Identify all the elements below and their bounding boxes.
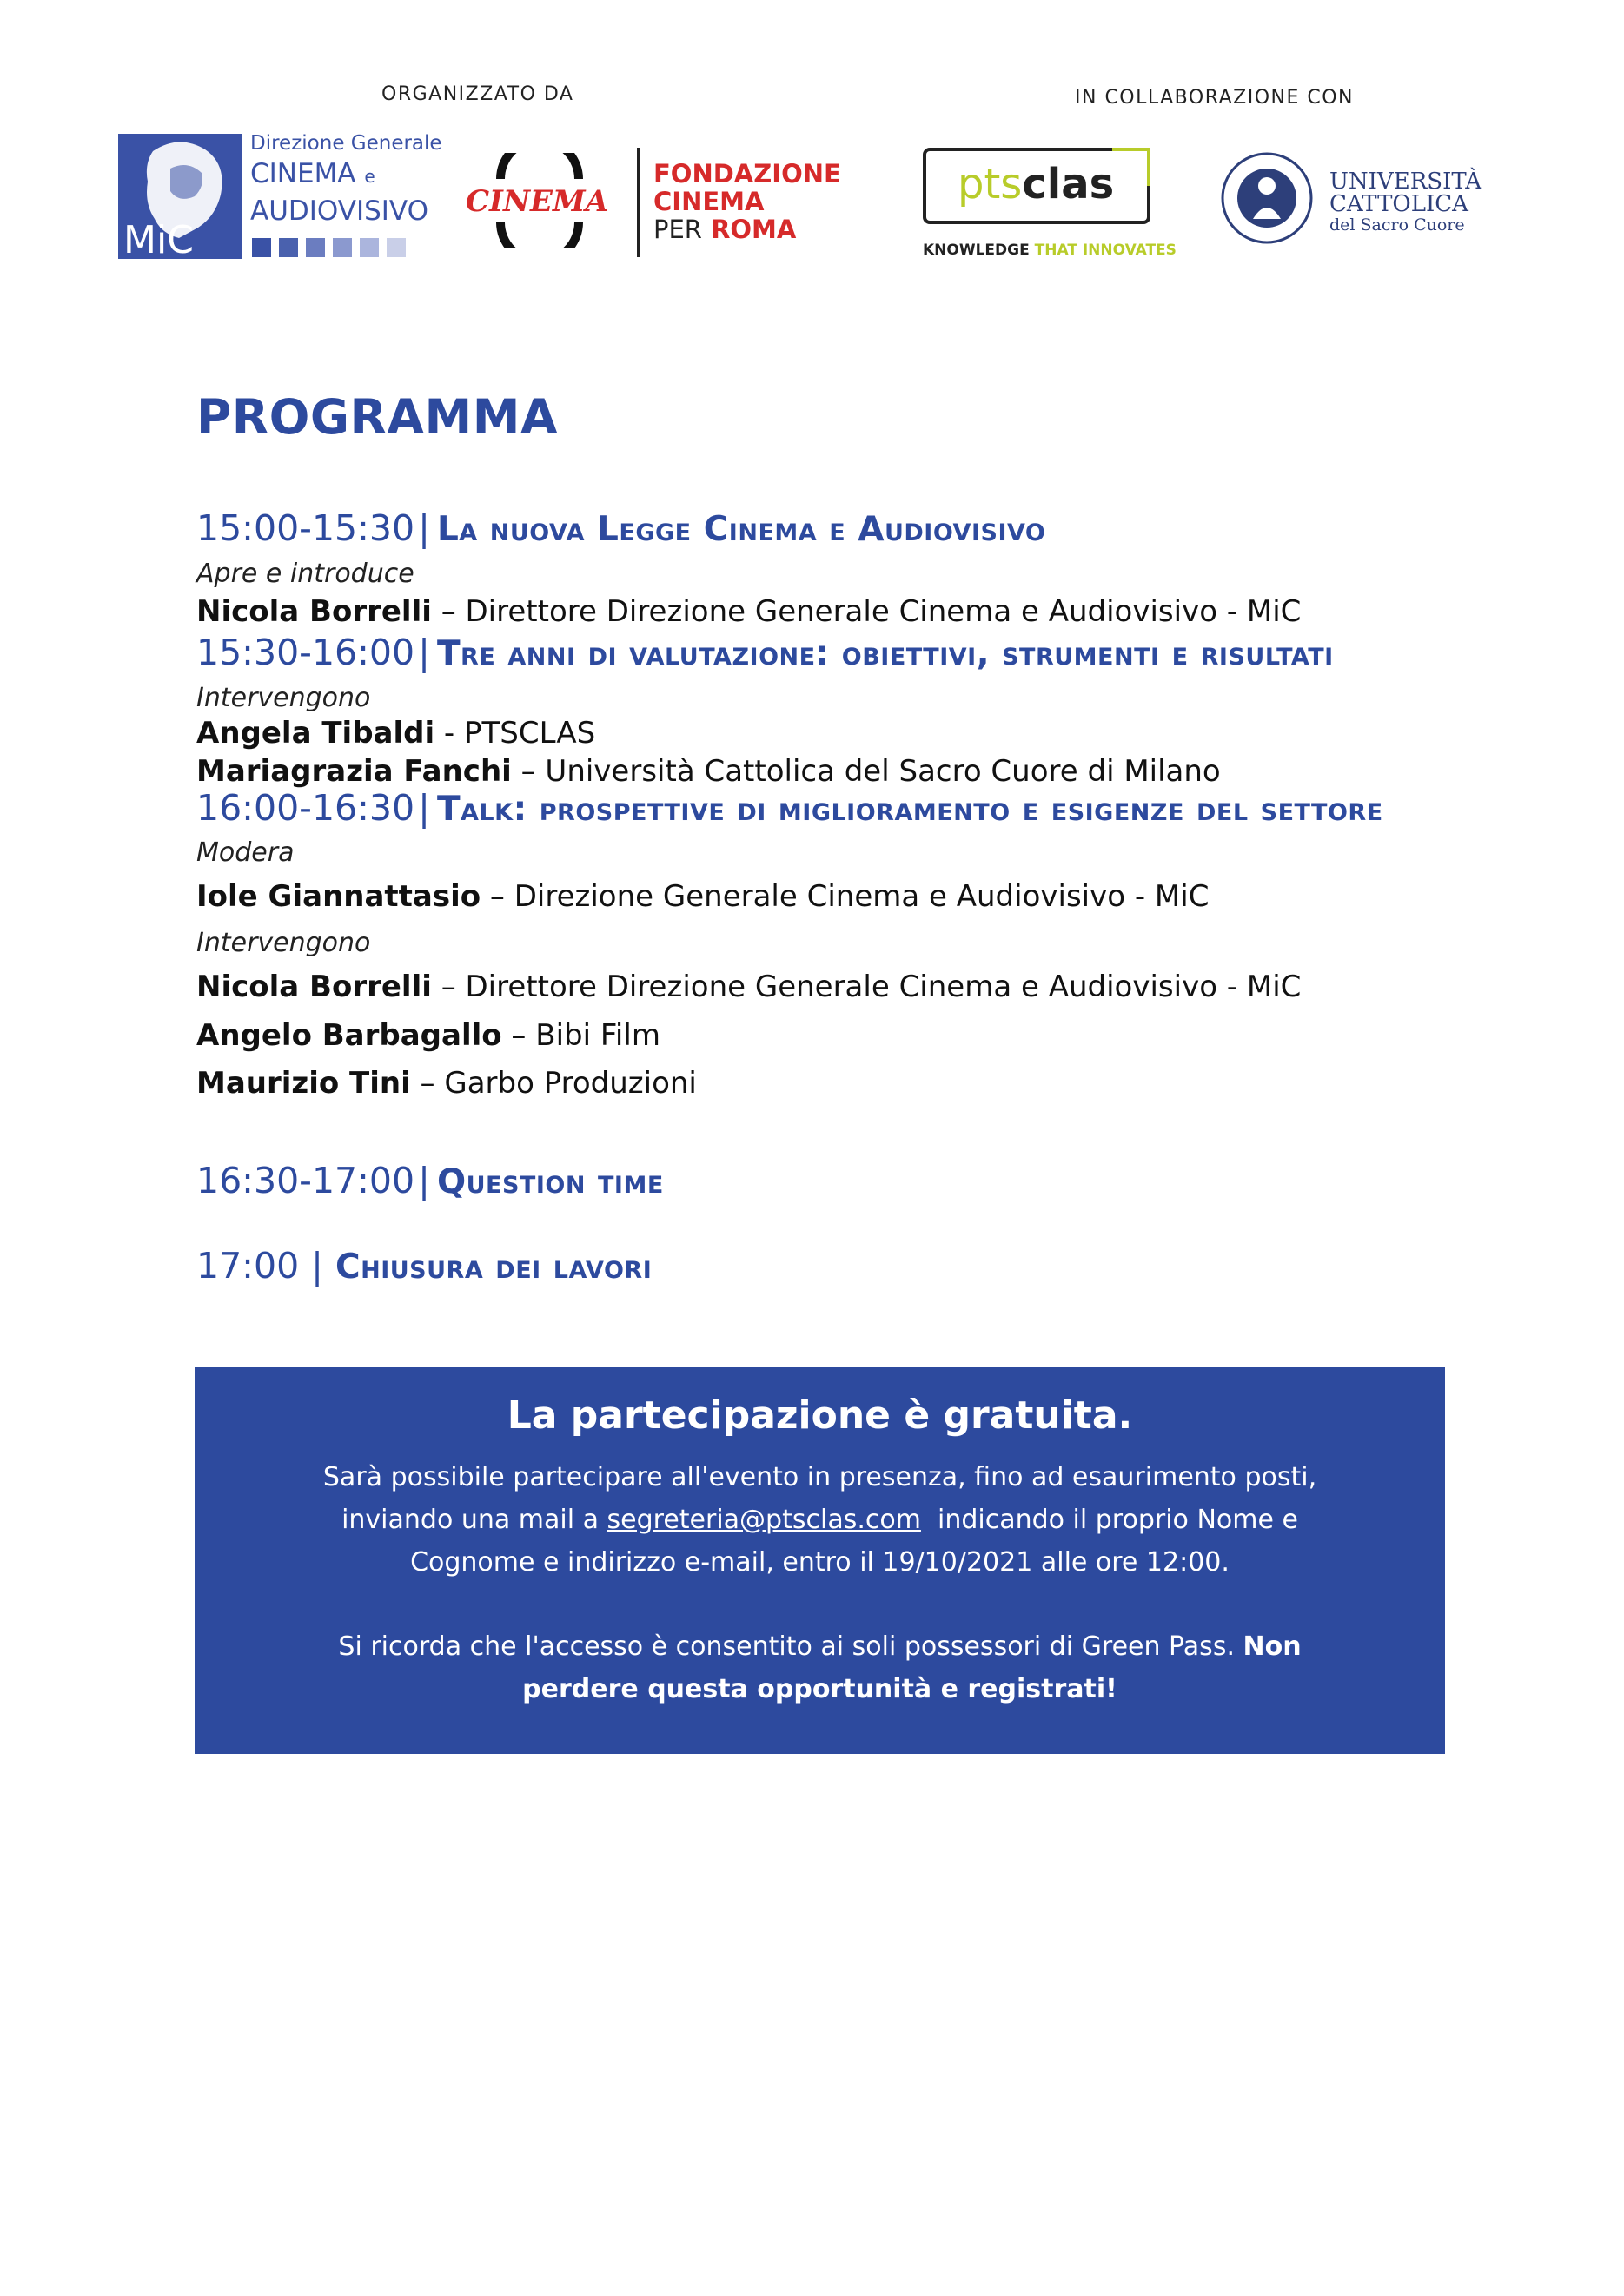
speaker-affiliation: – Garbo Produzioni (410, 1066, 697, 1101)
speaker-affiliation: - PTSCLAS (434, 716, 596, 751)
ptsclas-corner (1112, 148, 1150, 186)
speaker-row (196, 879, 1209, 914)
ptsclas-clas: clas (1022, 160, 1115, 208)
mic-logo (118, 134, 242, 262)
speaker-name: Mariagrazia Fanchi (196, 754, 512, 789)
role-intervengono: Intervengono (196, 928, 371, 958)
speaker-row (196, 594, 1301, 629)
session-time: 15:30-16:00 (196, 632, 415, 673)
info-line3: Cognome e indirizzo e-mail, entro il 19/10/2021 alle ore 12:00. (410, 1547, 1230, 1578)
ptsclas-tagline (923, 242, 1177, 259)
fondazione-text (653, 160, 841, 243)
speaker-name: Angelo Barbagallo (196, 1018, 502, 1053)
fondazione-line1: FONDAZIONE (653, 159, 841, 189)
cattolica-line1: UNIVERSITÀ (1329, 169, 1482, 195)
collaboration-label: IN COLLABORAZIONE CON (1075, 87, 1355, 109)
session-time: 17:00 (196, 1245, 300, 1287)
ptsclas-tagline-a: KNOWLEDGE (923, 242, 1030, 259)
session-separator: | (418, 1160, 430, 1201)
cattolica-seal (1220, 151, 1314, 245)
fondazione-cinema-logo (466, 153, 622, 248)
mic-line3: AUDIOVISIVO (250, 195, 428, 227)
mic-line2 (250, 156, 442, 194)
session-separator: | (311, 1245, 323, 1287)
info-line1: Sarà possibile partecipare all'evento in presenza, fino ad esaurimento posti, (322, 1462, 1317, 1492)
info-line4a: Si ricorda che l'accesso è consentito ai soli possessori di Green Pass. (338, 1631, 1243, 1662)
info-line2a: inviando una mail a (341, 1505, 607, 1535)
mic-line2-cinema: CINEMA (250, 158, 356, 189)
speaker-name: Iole Giannattasio (196, 879, 481, 914)
mic-line1: Direzione Generale (250, 132, 442, 155)
fondazione-roma: ROMA (711, 215, 797, 244)
ptsclas-logo (923, 148, 1150, 224)
session-3 (196, 787, 1383, 829)
info-line5: perdere questa opportunità e registrati! (522, 1674, 1117, 1704)
info-line2 (195, 1499, 1445, 1541)
registration-info-box (195, 1367, 1445, 1754)
speaker-name: Nicola Borrelli (196, 969, 432, 1004)
mic-text-block (250, 130, 442, 228)
session-time: 16:30-17:00 (196, 1160, 415, 1201)
speaker-name: Angela Tibaldi (196, 716, 435, 751)
session-time: 15:00-15:30 (196, 507, 415, 549)
fondazione-line3 (653, 215, 841, 243)
mic-squares (252, 238, 426, 259)
speaker-affiliation: – Università Cattolica del Sacro Cuore di Milano (511, 754, 1221, 789)
mic-line2-e: e (364, 166, 375, 187)
program-title: PROGRAMMA (196, 389, 559, 445)
fondazione-per: PER (653, 215, 702, 244)
session-1 (196, 507, 1045, 549)
fondazione-divider (637, 148, 640, 257)
email-link[interactable]: segreteria@ptsclas.com (607, 1505, 921, 1535)
speaker-row (196, 754, 1221, 789)
session-4 (196, 1160, 664, 1201)
session-5 (196, 1245, 652, 1287)
info-line4 (195, 1625, 1445, 1668)
session-time: 16:00-16:30 (196, 787, 415, 829)
info-line2b: indicando il proprio Nome e (920, 1505, 1298, 1535)
cattolica-text (1329, 170, 1481, 235)
role-apre: Apre e introduce (196, 559, 414, 589)
info-line4b: Non (1243, 1631, 1302, 1662)
speaker-affiliation: – Direzione Generale Cinema e Audiovisivo - MiC (481, 879, 1210, 914)
ptsclas-tagline-b: THAT INNOVATES (1034, 242, 1177, 259)
speaker-row (196, 716, 595, 751)
session-separator: | (418, 507, 430, 549)
cinema-script: CINEMA (466, 184, 608, 219)
mic-badge: MiC (123, 218, 194, 262)
speaker-affiliation: – Bibi Film (501, 1018, 660, 1053)
role-modera: Modera (196, 837, 295, 868)
speaker-row (196, 1066, 697, 1101)
session-title: Tre anni di valutazione: obiettivi, strumenti e risultati (436, 634, 1334, 673)
cattolica-seal-icon (1220, 151, 1314, 245)
session-separator: | (418, 632, 430, 673)
cattolica-line2: CATTOLICA (1329, 191, 1468, 217)
speaker-affiliation: – Direttore Direzione Generale Cinema e Audiovisivo - MiC (431, 969, 1302, 1004)
speaker-name: Nicola Borrelli (196, 594, 432, 629)
speaker-name: Maurizio Tini (196, 1066, 411, 1101)
speaker-affiliation: – Direttore Direzione Generale Cinema e Audiovisivo - MiC (431, 594, 1302, 629)
session-title: Question time (436, 1162, 664, 1201)
info-heading: La partecipazione è gratuita. (507, 1393, 1133, 1438)
session-separator: | (418, 787, 430, 829)
cattolica-line3: del Sacro Cuore (1329, 215, 1465, 235)
fondazione-line2: CINEMA (653, 187, 765, 216)
session-title: Talk: prospettive di miglioramento e esigenze del settore (436, 790, 1383, 829)
ptsclas-wordmark (958, 160, 1114, 208)
session-title: Chiusura dei lavori (335, 1247, 653, 1287)
ptsclas-pts: pts (958, 160, 1023, 208)
session-2 (196, 632, 1334, 673)
speaker-row (196, 1018, 660, 1053)
speaker-row (196, 969, 1301, 1004)
role-intervengono: Intervengono (196, 683, 371, 713)
organized-by-label: ORGANIZZATO DA (381, 83, 574, 105)
session-title: La nuova Legge Cinema e Audiovisivo (436, 510, 1046, 549)
